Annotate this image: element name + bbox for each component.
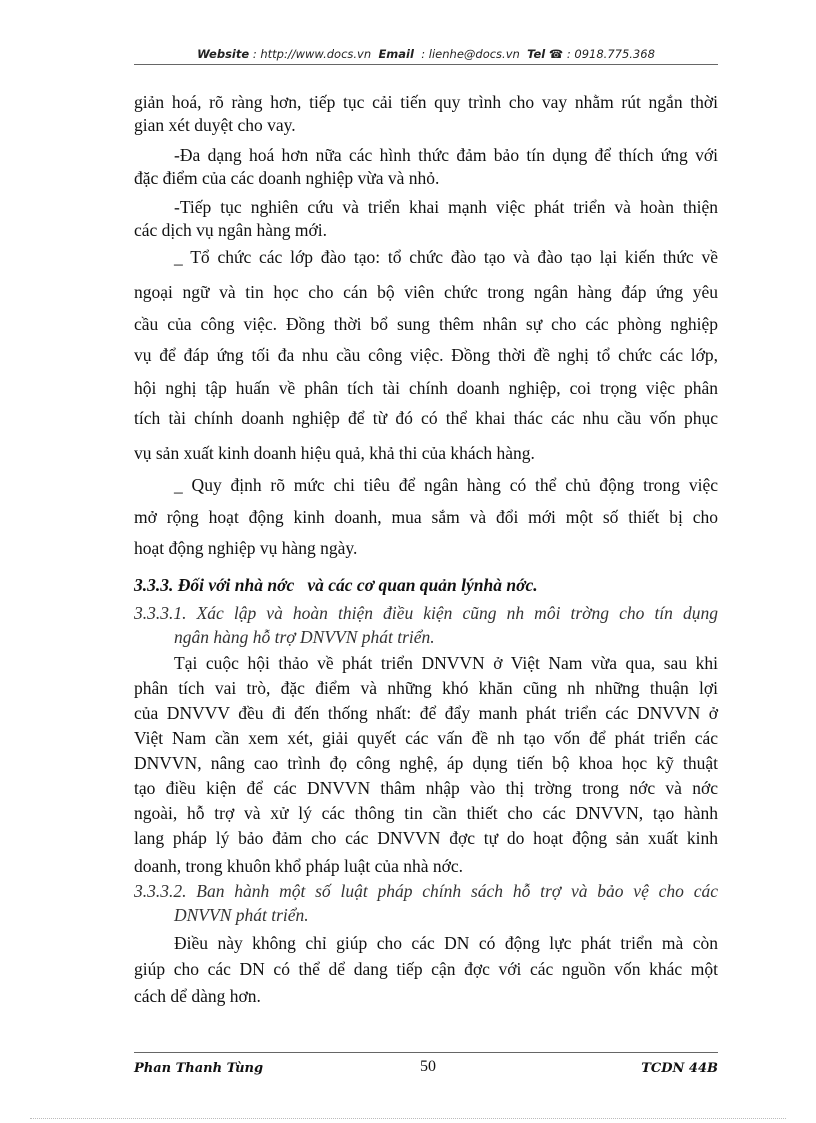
website-url: : http://www.docs.vn	[252, 47, 372, 61]
text-line: doanh, trong khuôn khổ pháp luật của nhà nớc.	[134, 856, 464, 876]
phone-icon: ☎	[548, 47, 564, 61]
text-line: cách dể dàng hơn.	[134, 986, 261, 1006]
text-line: mở rộng hoạt động kinh doanh, mua sắm và đổi mới một số thiết bị cho	[134, 507, 718, 527]
page-header	[134, 47, 718, 61]
text-line: -Tiếp tục nghiên cứu và triển khai mạnh việc phát triển và hoàn thiện	[174, 197, 718, 217]
text-line: tích tài chính doanh nghiệp để từ đó có thể khai thác các nhu cầu vốn phục	[134, 408, 718, 428]
text-line: _ Tổ chức các lớp đào tạo: tổ chức đào tạo và đào tạo lại kiến thức về	[174, 247, 718, 267]
footer-class: TCDN 44B	[641, 1061, 718, 1076]
section-heading-line: 3.3.3.1. Xác lập và hoàn thiện điều kiện cũng nh môi trờng cho tín dụng	[134, 603, 718, 623]
email-label: Email	[378, 47, 414, 61]
text-line: vụ để đáp ứng tối đa nhu cầu công việc. Đồng thời đề nghị tổ chức các lớp,	[134, 345, 718, 365]
text-line: Điều này không chỉ giúp cho các DN có động lực phát triển mà còn	[174, 933, 718, 953]
text-line: DNVVN phát triển.	[174, 905, 309, 925]
text-line: giản hoá, rõ ràng hơn, tiếp tục cải tiến quy trình cho vay nhằm rút ngắn thời	[134, 92, 718, 112]
footer-rule	[134, 1052, 718, 1053]
text-line: tạo điều kiện để các DNVVN thâm nhập vào thị trờng trong nớc và nớc	[134, 778, 718, 798]
text-line: hội nghị tập huấn về phân tích tài chính doanh nghiệp, coi trọng việc phân	[134, 378, 718, 398]
footer-author: Phan Thanh Tùng	[134, 1061, 264, 1076]
text-line: cầu của công việc. Đồng thời bổ sung thêm nhân sự cho các phòng nghiệp	[134, 314, 718, 334]
section-heading-line: 3.3.3. Đối với nhà nớc và các cơ quan quản lýnhà nớc.	[134, 575, 538, 595]
text-line: ngoài, hỗ trợ và xử lý các thông tin cần thiết cho các DNVVN, tạo hành	[134, 803, 718, 823]
text-line: giúp cho các DN có thể dể dang tiếp cận đợc với các nguồn vốn khác một	[134, 959, 718, 979]
text-line: Việt Nam cần xem xét, giải quyết các vấn đề nh tạo vốn để phát triển các	[134, 728, 718, 748]
header-rule	[134, 64, 718, 65]
tel-label: Tel	[527, 47, 546, 61]
text-line: -Đa dạng hoá hơn nữa các hình thức đảm bảo tín dụng để thích ứng với	[174, 145, 718, 165]
text-line: hoạt động nghiệp vụ hàng ngày.	[134, 538, 358, 558]
tel-number: : 0918.775.368	[566, 47, 655, 61]
website-label: Website	[197, 47, 250, 61]
text-line: ngoại ngữ và tin học cho cán bộ viên chức trong ngân hàng đáp ứng yêu	[134, 282, 718, 302]
page-number: 50	[420, 1058, 436, 1075]
email-address: : lienhe@docs.vn	[421, 47, 520, 61]
text-line: phân tích vai trò, đặc điểm và những khó khăn cũng nh những thuận lợi	[134, 678, 718, 698]
page-bottom-border	[30, 1118, 786, 1119]
text-line: gian xét duyệt cho vay.	[134, 115, 296, 135]
text-line: DNVVN, nâng cao trình đọ công nghệ, áp dụng tiến bộ khoa học kỹ thuật	[134, 753, 718, 773]
text-line: _ Quy định rõ mức chi tiêu để ngân hàng có thể chủ động trong việc	[174, 475, 718, 495]
text-line: ngân hàng hỗ trợ DNVVN phát triển.	[174, 627, 435, 647]
text-line: Tại cuộc hội thảo về phát triển DNVVN ở Việt Nam vừa qua, sau khi	[174, 653, 718, 673]
text-line: vụ sản xuất kinh doanh hiệu quả, khả thi của khách hàng.	[134, 443, 535, 463]
text-line: của DNVVV đều đi đến thống nhất: để đẩy manh phát triển các DNVVN ở	[134, 703, 718, 723]
section-heading-line: 3.3.3.2. Ban hành một số luật pháp chính sách hỗ trợ và bảo vệ cho các	[134, 881, 718, 901]
text-line: các dịch vụ ngân hàng mới.	[134, 220, 327, 240]
text-line: lang pháp lý bảo đảm cho các DNVVN đợc tự do hoạt động sản xuất kinh	[134, 828, 718, 848]
text-line: đặc điểm của các doanh nghiệp vừa và nhỏ.	[134, 168, 440, 188]
